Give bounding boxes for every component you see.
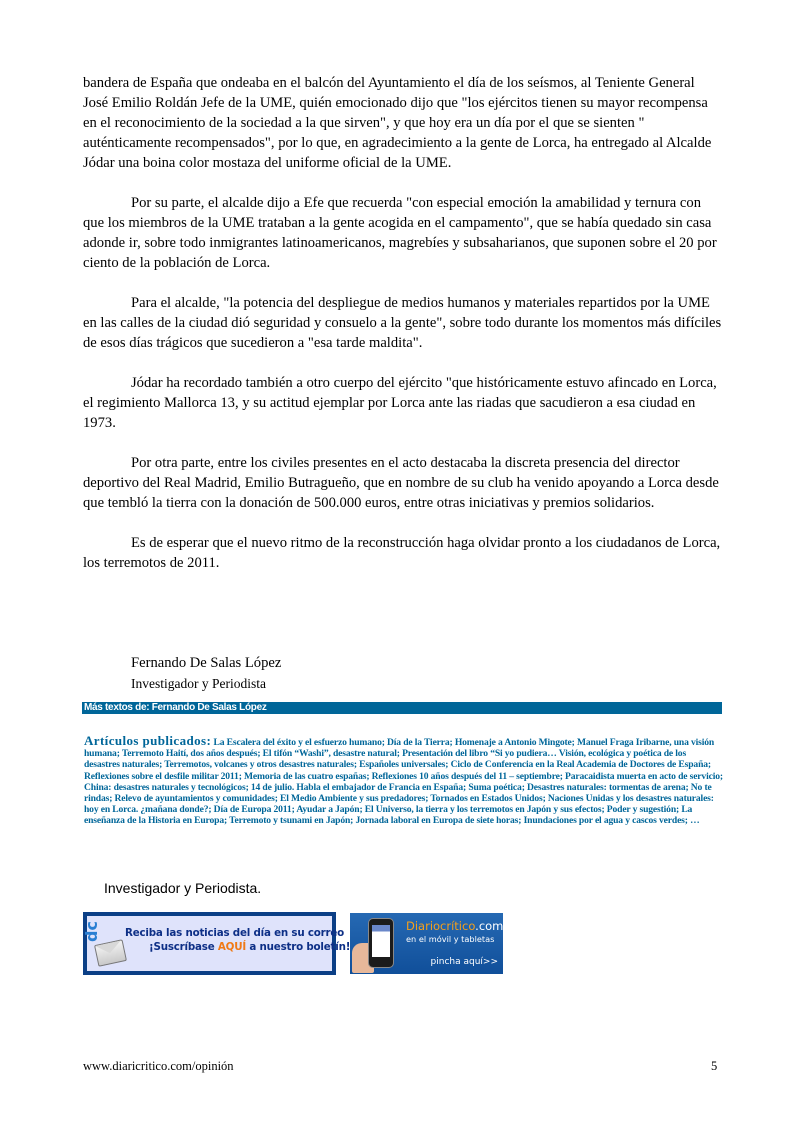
article-link[interactable]: Memoria de las cuatro españas [244,770,367,782]
more-texts-header: Más textos de: Fernando De Salas López [82,702,722,714]
article-link[interactable]: El Universo, la tierra y los terremotos en Japón y sus efectos [364,804,602,816]
article-link[interactable]: Manuel Fraga Iribarne, una visión humana [84,737,715,760]
diariocritico-brand [406,919,503,933]
author-signature [131,653,281,695]
article-body [83,73,723,593]
article-link[interactable]: Ciclo de Conferencia en la Real Academia de Doctores de España [450,759,708,771]
phone-screen [372,925,390,957]
article-link[interactable]: Naciones Unidas y los desastres naturales: hoy en Lorca. ¿mañana donde? [84,793,714,816]
newsletter-line2-start: ¡Suscríbase [149,941,218,953]
author-title: Investigador y Periodista [131,676,266,691]
article-link[interactable]: Terremoto y tsunami en Japón [229,815,351,827]
mobile-app-banner[interactable] [350,913,503,974]
published-articles [84,735,724,827]
article-link: … [690,815,700,827]
article-paragraph: Por su parte, el alcalde dijo a Efe que recuerda "con especial emoción la amabilidad y ternura con que los miembros de la UME trataban a la gente acogida en el campamento", que se había quedado sin casa adonde ir, sobre todo inmigrantes latinoamericanos, magrebíes y subsaharianos, que suponen sobre el 20 por ciento de la población de Lorca. [83,195,717,271]
article-link[interactable]: La enseñanza de la Historia en Europa [84,804,693,827]
mobile-banner-subtitle: en el móvil y tabletas [406,934,495,944]
page-number: 5 [711,1059,718,1073]
article-link[interactable]: Jornada laboral en Europa de siete horas [355,815,519,827]
newsletter-aqui-highlight: AQUÍ [217,941,247,953]
published-articles-label: Artículos publicados: [84,733,212,748]
article-link[interactable]: Reflexiones sobre el desfile militar 2011 [84,770,239,782]
article-paragraph: Jódar ha recordado también a otro cuerpo del ejército "que históricamente estuvo afincado en Lorca, el regimiento Mallorca 13, y su actitud ejemplar por Lorca ante las riadas que sacudieron a esa ciudad en 1973. [83,375,717,431]
newsletter-banner[interactable] [82,912,351,975]
article-link[interactable]: La Escalera del éxito y el esfuerzo humano [213,737,382,748]
envelope-icon [94,939,127,967]
article-link[interactable]: Paracaidista muerta en acto de servicio [565,770,720,782]
brand-name: Diariocrítico [406,919,476,933]
article-link[interactable]: Día de Europa 2011 [213,804,292,816]
smartphone-icon [368,918,394,968]
article-paragraph: bandera de España que ondeaba en el balcón del Ayuntamiento el día de los seísmos, al Teniente General José Emilio Roldán Jefe de la UME, quién emocionado dijo que "los ejércitos tienen su mayor recompensa en el reconocimiento de la sociedad a la que sirven", y que hoy era un día por el que se sienten " auténticamente recompensados", por lo que, en agradecimiento a la gente de Lorca, ha entregado al Alcalde Jódar una boina color mostaza del uniforme oficial de la UME. [83,75,712,171]
article-paragraph: Es de esperar que el nuevo ritmo de la reconstrucción haga olvidar pronto a los ciudadanos de Lorca, los terremotos de 2011. [83,535,721,571]
newsletter-banner-body [82,916,351,971]
article-links-list: La Escalera del éxito y el esfuerzo humano; Día de la Tierra; Homenaje a Antonio Mingote; Manuel Fraga Iribarne, una visión humana; Terremoto Haití, dos años después; El tifón “Washi”, desastre natural; Presentación del libro “Si yo pudiera… Visión, ecológica y poética de los desastres naturales; Terremotos, volcanes y otros desastres naturales; Españoles universales; Ciclo de Conferencia en la Real Academia de Doctores de España; Reflexiones sobre el desfile militar 2011; Memoria de las cuatro españas; Reflexiones 10 años después del 11 – septiembre; Paracaidista muerta en acto de servicio; China: desastres naturales y tecnológicos; 14 de julio. Habla el embajador de Francia en España; Suma poética; Desastres naturales: tormentas de arena; No te rindas; Relevo de ayuntamientos y comunidades; El Medio Ambiente y sus predadores; Tornados en Estados Unidos; Naciones Unidas y los desastres naturales: hoy en Lorca. ¿mañana donde?; Día de Europa 2011; Ayudar a Japón; El Universo, la tierra y los terremotos en Japón y sus efectos; Poder y sugestión; La enseñanza de la Historia en Europa; Terremoto y tsunami en Japón; Jornada laboral en Europa de siete horas; Inundaciones por el agua y cascos verdes; … [84,737,723,827]
article-link[interactable]: Terremoto Haití, dos años después [121,748,258,760]
article-link[interactable]: Tornados en Estados Unidos [430,793,543,805]
author-subtitle: Investigador y Periodista. [104,880,262,896]
article-paragraph: Para el alcalde, "la potencia del despliegue de medios humanos y materiales repartidos por la UME en las calles de la ciudad dió seguridad y consuelo a la gente", sobre todo durante los momentos más difíciles de esos días trágicos que sucedieron a "esa tarde maldita". [83,295,722,351]
article-link[interactable]: El tifón “Washi”, desastre natural [262,748,397,760]
article-link[interactable]: Reflexiones 10 años después del 11 – septiembre [371,770,560,782]
mobile-banner-cta[interactable]: pincha aquí>> [430,957,498,967]
article-paragraph: Por otra parte, entre los civiles presentes en el acto destacaba la discreta presencia del director deportivo del Real Madrid, Emilio Butragueño, que en nombre de su club ha venido apoyando a Lorca desde que tembló la tierra con la donación de 500.000 euros, entre otras iniciativas y premios solidarios. [83,455,719,511]
article-link[interactable]: 14 de julio. Habla el embajador de Francia en España [250,781,464,793]
footer-url: www.diaricritico.com/opinión [83,1059,234,1073]
article-link[interactable]: Homenaje a Antonio Mingote [454,737,572,748]
article-link[interactable]: Presentación del libro “Si yo pudiera… Visión, ecológica y poética de los desastres naturales [84,748,687,771]
article-link[interactable]: Ayudar a Japón [296,804,360,816]
article-link[interactable]: No te rindas [84,781,712,805]
author-name: Fernando De Salas López [131,655,282,671]
article-link[interactable]: Desastres naturales: tormentas de arena [527,781,686,793]
article-link[interactable]: Poder y sugestión [606,804,677,816]
article-link[interactable]: Españoles universales [359,759,446,771]
article-link[interactable]: Terremotos, volcanes y otros desastres naturales [164,759,354,771]
newsletter-line2-end: a nuestro boletín! [246,941,351,953]
article-link[interactable]: El Medio Ambiente y sus predadores [280,793,426,805]
article-link[interactable]: Suma poética [468,781,522,793]
article-link[interactable]: Día de la Tierra [387,737,450,748]
brand-domain: .com [475,919,504,933]
dc-logo-icon: dc [82,921,101,942]
newsletter-line2 [149,941,350,953]
article-link[interactable]: Inundaciones por el agua y cascos verdes [523,815,685,827]
article-link[interactable]: Relevo de ayuntamientos y comunidades [114,793,275,805]
article-link[interactable]: China: desastres naturales y tecnológicos [84,781,246,793]
newsletter-line1: Reciba las noticias del día en su correo [125,927,345,939]
